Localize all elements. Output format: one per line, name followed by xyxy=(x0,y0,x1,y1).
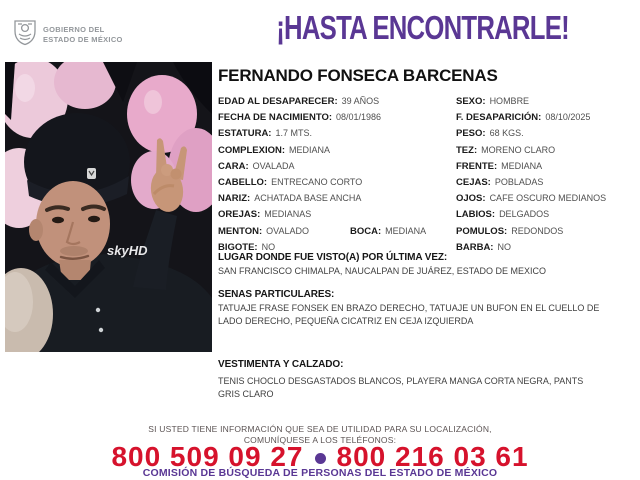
field-value: 39 AÑOS xyxy=(341,96,380,106)
phone-number-1: 800 509 09 27 xyxy=(111,441,304,472)
field-value: OVALADA xyxy=(252,160,295,171)
field-label: FRENTE: xyxy=(456,160,498,172)
field-value: 08/01/1986 xyxy=(336,112,382,123)
attribute-rows xyxy=(218,91,636,253)
marks-heading: SENAS PARTICULARES: xyxy=(218,289,335,300)
section-clothing xyxy=(218,359,604,401)
last-seen-body: SAN FRANCISCO CHIMALPA, NAUCALPAN DE JUÁREZ, ESTADO DE MEXICO xyxy=(218,266,547,276)
attribute-row xyxy=(218,123,636,139)
field-label: EDAD AL DESAPARECER: xyxy=(218,96,338,107)
photo-jacket-brand-text: skyHD xyxy=(107,243,148,258)
field-label: F. DESAPARICIÓN: xyxy=(456,112,542,124)
field-label: BIGOTE: xyxy=(218,241,258,253)
logo-line-1: GOBIERNO DEL xyxy=(43,25,105,35)
field-value: MEDIANA xyxy=(501,160,543,171)
person-name: FERNANDO FONSECA BARCENAS xyxy=(218,66,498,85)
contact-instruction-line-1: SI USTED TIENE INFORMACIÓN QUE SEA DE UTILIDAD PARA SU LOCALIZACIÓN, xyxy=(148,424,492,434)
clothing-body: TENIS CHOCLO DESGASTADOS BLANCOS, PLAYERA MANGA CORTA NEGRA, PANTS GRIS CLARO xyxy=(218,376,584,400)
field-label: TEZ: xyxy=(456,144,478,156)
government-logo-text xyxy=(43,25,123,45)
field-label: COMPLEXION: xyxy=(218,144,286,156)
field-label: BARBA: xyxy=(456,241,494,253)
last-seen-heading: LUGAR DONDE FUE VISTO(A) POR ÚLTIMA VEZ: xyxy=(218,252,448,263)
government-logo xyxy=(12,19,123,51)
field-label: POMULOS: xyxy=(456,225,508,237)
field-value: HOMBRE xyxy=(489,96,530,106)
field-label: ESTATURA: xyxy=(218,128,272,140)
field-label: CARA: xyxy=(218,160,249,172)
field-value: NO xyxy=(497,241,511,252)
phone-number-2: 800 216 03 61 xyxy=(336,441,529,472)
attribute-row xyxy=(218,172,636,188)
field-value: MEDIANA xyxy=(385,225,427,236)
photo-illustration xyxy=(5,62,212,352)
field-value: ENTRECANO CORTO xyxy=(271,176,363,187)
bullet-separator-icon xyxy=(315,453,326,464)
field-label: LABIOS: xyxy=(456,209,496,221)
field-label: BOCA: xyxy=(350,225,382,237)
field-value: POBLADAS xyxy=(494,176,544,187)
field-label: MENTON: xyxy=(218,225,263,237)
contact-instruction-line-2: COMUNÍQUESE A LOS TELÉFONOS: xyxy=(243,434,397,445)
attribute-row xyxy=(218,221,636,237)
attribute-row xyxy=(218,188,636,204)
field-value: CAFE OSCURO MEDIANOS xyxy=(489,193,607,204)
field-label: CEJAS: xyxy=(456,176,491,188)
field-value: NO xyxy=(261,241,276,252)
section-distinguishing-marks xyxy=(218,289,620,328)
field-value: MEDIANAS xyxy=(264,209,312,220)
field-value: DELGADOS xyxy=(499,209,550,220)
field-label: OREJAS: xyxy=(218,209,261,221)
field-value: MEDIANA xyxy=(289,144,331,155)
section-last-seen xyxy=(218,252,636,278)
field-value: 08/10/2025 xyxy=(545,112,591,123)
attribute-row xyxy=(218,140,636,156)
field-label: CABELLO: xyxy=(218,176,268,188)
attribute-row xyxy=(218,237,636,253)
field-value: 68 KGS. xyxy=(489,128,524,139)
attribute-row xyxy=(218,91,636,107)
poster-headline xyxy=(210,11,635,46)
field-label: SEXO: xyxy=(456,96,486,107)
field-value: OVALADO xyxy=(266,225,310,236)
attribute-row xyxy=(218,156,636,172)
logo-line-2: ESTADO DE MÉXICO xyxy=(43,35,123,44)
field-value: 1.7 MTS. xyxy=(275,128,312,139)
organization-name: COMISIÓN DE BÚSQUEDA DE PERSONAS DEL ESTADO DE MÉXICO xyxy=(142,467,498,479)
field-value: REDONDOS xyxy=(511,225,564,236)
coat-of-arms-icon xyxy=(12,19,38,51)
missing-person-photo xyxy=(5,62,212,352)
field-label: NARIZ: xyxy=(218,193,251,205)
field-label: PESO: xyxy=(456,128,486,140)
field-value: MORENO CLARO xyxy=(481,144,556,155)
clothing-heading: VESTIMENTA Y CALZADO: xyxy=(218,359,344,370)
marks-body: TATUAJE FRASE FONSEK EN BRAZO DERECHO, TATUAJE UN BUFON EN EL CUELLO DE LADO DERECHO, PEQUEÑA CICATRIZ EN CEJA IZQUIERDA xyxy=(218,303,600,327)
poster-headline-text: ¡HASTA ENCONTRARLE! xyxy=(276,9,569,46)
field-value: ACHATADA BASE ANCHA xyxy=(254,193,362,204)
field-label: FECHA DE NACIMIENTO: xyxy=(218,112,332,124)
attribute-row xyxy=(218,204,636,220)
field-label: OJOS: xyxy=(456,193,486,205)
attribute-row xyxy=(218,107,636,123)
